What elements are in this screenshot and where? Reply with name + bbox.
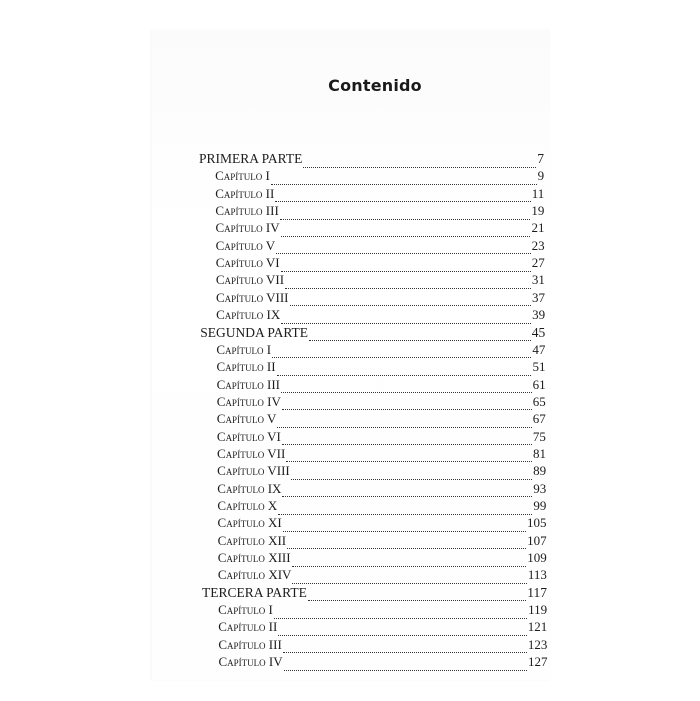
- toc-chapter-label: [215, 219, 279, 237]
- table-of-contents: [0, 148, 700, 678]
- chapter-numeral: VII: [266, 272, 285, 288]
- toc-page-number: 89: [533, 463, 547, 479]
- chapter-numeral: IX: [267, 480, 282, 496]
- toc-page-number: 61: [532, 376, 546, 392]
- toc-chapter-row: [215, 185, 544, 203]
- chapter-word: Capítulo: [215, 185, 263, 201]
- dot-leader: [277, 365, 532, 376]
- toc-page-number: 19: [531, 203, 545, 219]
- chapter-numeral: II: [266, 359, 276, 375]
- toc-page-number: 23: [531, 237, 545, 253]
- toc-chapter-row: [216, 271, 545, 289]
- chapter-word: Capítulo: [217, 567, 266, 583]
- toc-page-number: 37: [531, 289, 545, 305]
- chapter-numeral: VIII: [266, 289, 289, 305]
- toc-page-number: 81: [533, 445, 547, 461]
- toc-chapter-row: [216, 358, 545, 376]
- toc-part-row: [202, 584, 547, 602]
- page-title: Contenido: [328, 76, 422, 95]
- toc-chapter-row: [217, 480, 546, 498]
- chapter-numeral: III: [268, 636, 282, 652]
- toc-chapter-row: [217, 428, 546, 446]
- chapter-word: Capítulo: [217, 532, 265, 548]
- chapter-word: Capítulo: [215, 168, 263, 184]
- toc-chapter-label: [217, 480, 281, 498]
- dot-leader: [285, 278, 531, 289]
- chapter-word: Capítulo: [218, 654, 266, 670]
- dot-leader: [283, 521, 526, 532]
- toc-chapter-label: [216, 271, 284, 289]
- toc-chapter-label: [215, 185, 274, 203]
- chapter-word: Capítulo: [216, 376, 264, 392]
- chapter-numeral: III: [265, 203, 279, 219]
- dot-leader: [275, 191, 530, 202]
- chapter-word: Capítulo: [217, 498, 265, 513]
- chapter-word: Capítulo: [218, 602, 266, 618]
- chapter-numeral: IV: [268, 654, 283, 670]
- toc-chapter-label: [218, 618, 277, 636]
- toc-chapter-label: [217, 393, 281, 411]
- dot-leader: [284, 660, 527, 671]
- toc-chapter-label: [218, 549, 291, 567]
- dot-leader: [292, 573, 526, 584]
- dot-leader: [281, 313, 531, 324]
- toc-chapter-label: [218, 636, 281, 654]
- dot-leader: [287, 538, 526, 549]
- dot-leader: [276, 243, 530, 254]
- toc-page-number: 47: [532, 341, 546, 357]
- chapter-numeral: VI: [265, 255, 280, 271]
- dot-leader: [282, 399, 532, 410]
- toc-page-number: 39: [532, 307, 546, 323]
- dot-leader: [290, 295, 531, 306]
- toc-page-number: 93: [533, 480, 547, 496]
- toc-page-number: 65: [532, 393, 546, 409]
- toc-page-number: 123: [527, 636, 548, 652]
- toc-page-number: 21: [531, 220, 545, 236]
- chapter-numeral: V: [265, 237, 276, 253]
- chapter-word: Capítulo: [217, 550, 265, 566]
- toc-page-number: 107: [527, 532, 547, 548]
- chapter-numeral: VI: [267, 428, 281, 444]
- toc-chapter-label: [215, 202, 278, 220]
- dot-leader: [292, 556, 527, 567]
- dot-leader: [281, 382, 532, 393]
- dot-leader: [281, 226, 531, 237]
- toc-page-number: 99: [533, 498, 547, 513]
- toc-chapter-row: [215, 219, 544, 237]
- toc-chapter-row: [216, 254, 545, 272]
- chapter-numeral: IV: [265, 220, 280, 236]
- toc-chapter-label: [216, 341, 271, 359]
- toc-chapter-label: [217, 376, 280, 394]
- toc-chapter-label: [217, 410, 277, 428]
- chapter-numeral: XI: [267, 515, 282, 531]
- chapter-numeral: II: [268, 619, 278, 635]
- dot-leader: [277, 417, 531, 428]
- dot-leader: [271, 174, 537, 185]
- toc-chapter-row: [217, 393, 546, 411]
- chapter-word: Capítulo: [216, 411, 264, 427]
- toc-chapter-row: [218, 514, 547, 532]
- toc-chapter-row: [217, 497, 546, 515]
- toc-chapter-row: [217, 462, 546, 480]
- chapter-numeral: VIII: [267, 463, 290, 479]
- toc-chapter-label: [218, 566, 292, 584]
- toc-chapter-row: [217, 376, 546, 394]
- chapter-word: Capítulo: [215, 220, 263, 236]
- toc-page-number: 7: [537, 151, 544, 166]
- chapter-word: Capítulo: [215, 255, 263, 271]
- toc-chapter-label: [218, 601, 273, 619]
- toc-chapter-label: [216, 306, 280, 324]
- toc-page-number: 9: [537, 168, 545, 184]
- chapter-word: Capítulo: [216, 341, 264, 357]
- toc-chapter-row: [216, 341, 545, 359]
- toc-chapter-row: [218, 532, 547, 550]
- dot-leader: [281, 261, 531, 272]
- dot-leader: [274, 608, 527, 619]
- chapter-numeral: IX: [266, 307, 281, 323]
- toc-chapter-row: [218, 636, 547, 654]
- toc-page-number: 75: [532, 428, 546, 444]
- dot-leader: [303, 157, 536, 168]
- toc-page-number: 51: [532, 359, 546, 375]
- toc-chapter-row: [218, 618, 547, 636]
- toc-part-row: [199, 150, 544, 168]
- chapter-numeral: X: [267, 498, 278, 513]
- chapter-numeral: XIII: [268, 550, 291, 566]
- toc-page-number: 67: [532, 411, 546, 427]
- dot-leader: [282, 486, 532, 497]
- toc-page-number: 113: [527, 567, 547, 583]
- chapter-word: Capítulo: [216, 307, 264, 323]
- chapter-numeral: I: [266, 341, 272, 357]
- chapter-numeral: IV: [267, 393, 281, 409]
- toc-page-number: 117: [527, 584, 548, 600]
- toc-chapter-label: [218, 532, 286, 550]
- chapter-word: Capítulo: [216, 428, 265, 444]
- chapter-numeral: XIV: [268, 567, 292, 583]
- dot-leader: [291, 469, 532, 480]
- toc-chapter-row: [218, 566, 547, 584]
- toc-chapter-label: [215, 167, 270, 185]
- chapter-numeral: II: [265, 185, 275, 201]
- chapter-word: Capítulo: [215, 203, 263, 219]
- toc-chapter-label: [218, 514, 282, 532]
- toc-chapter-row: [219, 653, 548, 671]
- toc-chapter-label: [219, 653, 283, 671]
- toc-part-row: [200, 324, 545, 342]
- toc-part-label: TERCERA PARTE: [202, 584, 307, 600]
- dot-leader: [278, 504, 532, 515]
- dot-leader: [286, 451, 532, 462]
- dot-leader: [308, 590, 526, 601]
- toc-page-number: 45: [531, 324, 546, 340]
- toc-chapter-row: [218, 601, 547, 619]
- toc-page-number: 11: [531, 185, 545, 201]
- chapter-word: Capítulo: [216, 393, 264, 409]
- toc-page-number: 119: [528, 602, 548, 618]
- toc-page-number: 127: [528, 654, 548, 670]
- chapter-word: Capítulo: [215, 237, 263, 253]
- toc-chapter-row: [215, 167, 544, 185]
- chapter-word: Capítulo: [215, 289, 264, 305]
- dot-leader: [278, 625, 526, 636]
- chapter-numeral: VII: [267, 445, 286, 461]
- chapter-numeral: I: [268, 602, 273, 618]
- chapter-word: Capítulo: [217, 445, 265, 461]
- chapter-word: Capítulo: [217, 480, 265, 496]
- toc-chapter-label: [217, 445, 285, 463]
- toc-page-number: 109: [527, 550, 547, 566]
- toc-chapter-label: [217, 462, 290, 480]
- chapter-word: Capítulo: [218, 636, 266, 652]
- toc-chapter-label: [216, 289, 289, 307]
- toc-chapter-label: [216, 254, 280, 272]
- toc-chapter-label: [217, 497, 277, 515]
- chapter-word: Capítulo: [215, 272, 264, 288]
- chapter-numeral: V: [266, 411, 277, 427]
- dot-leader: [282, 434, 532, 445]
- toc-page-number: 121: [527, 619, 548, 635]
- toc-chapter-row: [215, 202, 544, 220]
- toc-part-label: PRIMERA PARTE: [199, 151, 303, 166]
- dot-leader: [272, 347, 531, 358]
- toc-chapter-label: [216, 358, 275, 376]
- toc-chapter-row: [216, 306, 545, 324]
- chapter-word: Capítulo: [216, 359, 264, 375]
- chapter-numeral: XII: [268, 532, 287, 548]
- toc-chapter-row: [217, 410, 546, 428]
- toc-chapter-label: [217, 428, 281, 446]
- dot-leader: [309, 330, 531, 341]
- toc-chapter-row: [217, 445, 546, 463]
- chapter-numeral: I: [265, 168, 270, 184]
- toc-chapter-row: [216, 237, 545, 255]
- chapter-word: Capítulo: [218, 619, 266, 635]
- toc-chapter-row: [216, 289, 545, 307]
- dot-leader: [280, 209, 531, 220]
- chapter-numeral: III: [266, 376, 280, 392]
- toc-chapter-label: [216, 237, 276, 255]
- chapter-word: Capítulo: [217, 463, 265, 479]
- chapter-word: Capítulo: [217, 515, 265, 531]
- dot-leader: [283, 642, 527, 653]
- toc-part-label: SEGUNDA PARTE: [200, 324, 309, 340]
- toc-page-number: 27: [531, 255, 545, 271]
- toc-page-number: 31: [531, 272, 545, 288]
- toc-chapter-row: [218, 549, 547, 567]
- toc-page-number: 105: [527, 515, 547, 531]
